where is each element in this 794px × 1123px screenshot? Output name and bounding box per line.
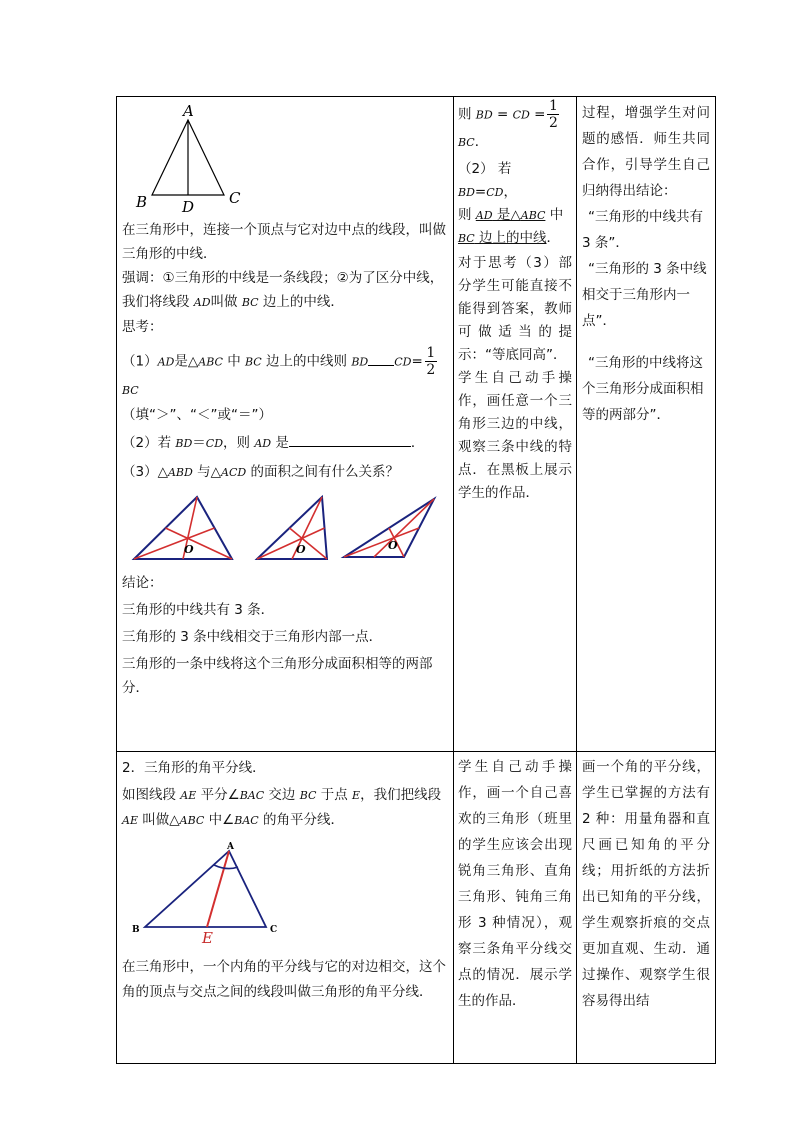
col3-design-intent: 过程，增强学生对问题的感悟．师生共同合作，引导学生自己归纳得出结论： <box>582 105 710 199</box>
col2-teacher-hint: 对于思考（3）部分学生可能直接不能得到答案，教师可做适当的提示：“等底同高”． <box>458 255 572 363</box>
row1-col3-cell <box>582 100 710 428</box>
row2-design-intent: 画一个角的平分线，学生已掌握的方法有 2 种：用量角器和直尺画已知角的平分线；用折纸的方法折出已知角的平分线，学生观察折痕的交点更加直观、生动．通过操作、观察学生很容易得出结 <box>582 759 710 1009</box>
col2-student-activity: 学生自己动手操作，画任意一个三角形三边的中线，观察三条中线的特点．在黑板上展示学生的作品． <box>458 370 572 501</box>
table-border-right <box>715 96 716 1064</box>
bisector-description: 如图线段 AE 平分∠BAC 交边 BC 于点 E，我们把线段 AE 叫做△ABC 中∠BAC 的角平分线． <box>122 787 442 828</box>
vertex-b-label: B <box>136 193 148 211</box>
centroid-label-2: O <box>296 543 306 556</box>
row1-col2-cell <box>458 98 572 505</box>
row2-col3-cell <box>582 754 710 1014</box>
question-1: （1）AD是△ABC 中 BC 边上的中线则 BD CD= $\frac{1}{2}$ BC <box>122 345 436 397</box>
col2-conclusion-1: 则 BD = CD = $\frac{1}{2}$ <box>458 98 558 131</box>
table-col-divider-1 <box>453 96 454 1064</box>
col2-conclusion-2: （2） 若 BD=CD， <box>458 161 517 200</box>
col2-conclusion-1-end: BC． <box>458 134 489 150</box>
row2-col2-cell <box>458 754 572 1014</box>
bisector-section-title: 2．三角形的角平分线． <box>122 760 266 776</box>
row2-student-activity: 学生自己动手操作，画一个自己喜欢的三角形（班里的学生应该会出现锐角三角形、直角三角形、钝角三角形 3 种情况），观察三条角平分线交点的情况．展示学生的作品． <box>458 759 572 1009</box>
table-border-bottom <box>116 1063 716 1064</box>
question-2: （2）若 BD＝CD，则 AD 是 ． <box>122 435 425 451</box>
think-title: 思考： <box>122 319 163 335</box>
question-1-hint: （填“＞”、“＜”或“＝”） <box>122 407 272 423</box>
median-triangle-figure <box>128 100 258 212</box>
emphasis-note: 强调：①三角形的中线是一条线段；②为了区分中线，我们将线段 AD叫做 BC 边上的中线． <box>122 270 444 310</box>
answer-blank-2 <box>289 446 411 447</box>
bisector-vertex-c: C <box>270 925 278 935</box>
table-border-left <box>116 96 117 1064</box>
row1-col1-cell <box>122 100 450 700</box>
col3-conclusion-3: “三角形的中线将这个三角形分成面积相等的两部分”． <box>582 355 704 423</box>
answer-blank-1 <box>368 365 394 366</box>
point-d-label: D <box>182 198 195 212</box>
table-border-top <box>116 96 716 97</box>
three-medians-figures <box>122 491 442 565</box>
conclusion-3: 三角形的一条中线将这个三角形分成面积相等的两部分． <box>122 656 433 696</box>
conclusion-title: 结论： <box>122 575 163 591</box>
bisector-point-e: E <box>202 929 213 947</box>
row2-col1-cell <box>122 756 450 1005</box>
median-definition: 在三角形中，连接一个顶点与它对边中点的线段，叫做三角形的中线． <box>122 222 446 262</box>
conclusion-2: 三角形的 3 条中线相交于三角形内部一点． <box>122 629 383 645</box>
centroid-label-1: O <box>184 543 194 556</box>
conclusion-1: 三角形的中线共有 3 条． <box>122 602 275 618</box>
col2-conclusion-2-end: BC 边上的中线． <box>458 230 561 246</box>
table-row-divider <box>116 751 716 752</box>
bisector-vertex-b: B <box>132 925 140 935</box>
centroid-label-3: O <box>388 539 398 552</box>
col2-fraction-one-half: $\frac{1}{2}$ <box>549 98 558 131</box>
bisector-definition: 在三角形中，一个内角的平分线与它的对边相交，这个角的顶点与交点之间的线段叫做三角形的角平分线． <box>122 959 446 1000</box>
lesson-table <box>116 96 716 1064</box>
col2-conclusion-2-cont: 则 AD 是△ABC 中 <box>458 207 564 223</box>
vertex-a-label: A <box>183 102 194 120</box>
col3-conclusion-2: “三角形的 3 条中线相交于三角形内一点”． <box>582 261 707 329</box>
bisector-vertex-a: A <box>227 842 234 852</box>
question-3: （3）△ABD 与△ACD 的面积之间有什么关系？ <box>122 464 400 480</box>
angle-bisector-figure <box>126 837 296 949</box>
vertex-c-label: C <box>229 189 241 207</box>
col3-conclusion-1: “三角形的中线共有 3 条”． <box>582 209 703 251</box>
table-col-divider-2 <box>576 96 577 1064</box>
fraction-one-half: $\frac{1}{2}$ <box>426 345 436 378</box>
